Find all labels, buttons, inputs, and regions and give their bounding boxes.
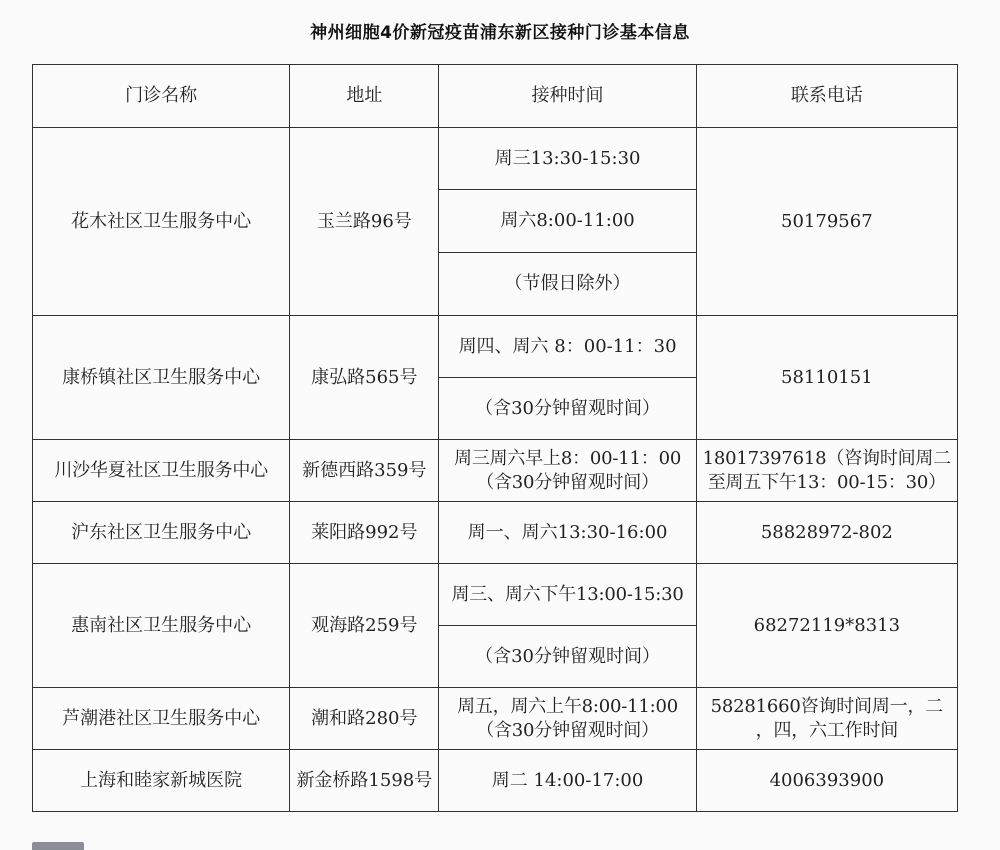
table-row [33, 502, 958, 564]
vaccination-time-line: 周三周六早上8：00-11：00 [454, 447, 682, 469]
clinic-name: 上海和睦家新城医院 [33, 750, 290, 812]
table-row [33, 440, 958, 502]
vaccination-time-note: （含30分钟留观时间） [476, 471, 659, 493]
table-row [33, 316, 958, 378]
clinic-phone-line: 至周五下午13：00-15：30） [707, 471, 946, 493]
vaccination-time [439, 440, 696, 502]
clinic-phone: 58110151 [696, 316, 957, 440]
clinic-address: 新金桥路1598号 [290, 750, 439, 812]
clinic-phone-line: 18017397618（咨询时间周二 [702, 447, 952, 469]
clinic-phone: 58828972-802 [696, 502, 957, 564]
clinic-name: 川沙华夏社区卫生服务中心 [33, 440, 290, 502]
table-row [33, 128, 958, 190]
vaccination-time: 周一、周六13:30-16:00 [439, 502, 696, 564]
clinic-address: 新德西路359号 [290, 440, 439, 502]
clinic-phone: 68272119*8313 [696, 564, 957, 688]
header-clinic-name: 门诊名称 [33, 65, 290, 128]
table-header-row [33, 65, 958, 128]
clinic-phone: 4006393900 [696, 750, 957, 812]
header-vaccination-time: 接种时间 [439, 65, 696, 128]
clinic-phone-line: ，四，六工作时间 [755, 719, 899, 741]
clinic-phone-line: 58281660咨询时间周一，二 [710, 695, 944, 717]
vaccination-time [439, 688, 696, 750]
vaccination-time: 周六8:00-11:00 [439, 190, 696, 253]
vaccination-time: 周四、周六 8：00-11：30 [439, 316, 696, 378]
vaccination-time-line: 周五，周六上午8:00-11:00 [457, 695, 679, 717]
clinic-address: 潮和路280号 [290, 688, 439, 750]
page-title: 神州细胞4价新冠疫苗浦东新区接种门诊基本信息 [310, 23, 690, 43]
clinic-phone: 50179567 [696, 128, 957, 316]
table-row [33, 688, 958, 750]
vaccination-time-note: （含30分钟留观时间） [439, 378, 696, 440]
clinic-address: 观海路259号 [290, 564, 439, 688]
vaccination-time: 周三13:30-15:30 [439, 128, 696, 190]
clinic-address: 康弘路565号 [290, 316, 439, 440]
table-row [33, 564, 958, 626]
clinic-name: 康桥镇社区卫生服务中心 [33, 316, 290, 440]
clinic-address: 莱阳路992号 [290, 502, 439, 564]
clinic-phone [696, 440, 957, 502]
clinic-name: 花木社区卫生服务中心 [33, 128, 290, 316]
table-row [33, 750, 958, 812]
vaccination-time: 周二 14:00-17:00 [439, 750, 696, 812]
vaccination-time-note: （含30分钟留观时间） [439, 626, 696, 688]
clinic-name: 惠南社区卫生服务中心 [33, 564, 290, 688]
header-address: 地址 [290, 65, 439, 128]
clinic-name: 芦潮港社区卫生服务中心 [33, 688, 290, 750]
header-phone: 联系电话 [696, 65, 957, 128]
vaccination-time: 周三、周六下午13:00-15:30 [439, 564, 696, 626]
vaccination-time-note: （含30分钟留观时间） [476, 719, 659, 741]
clinic-info-table [32, 64, 958, 812]
clinic-name: 沪东社区卫生服务中心 [33, 502, 290, 564]
vaccination-time-note: （节假日除外） [439, 253, 696, 316]
clinic-address: 玉兰路96号 [290, 128, 439, 316]
clinic-phone [696, 688, 957, 750]
